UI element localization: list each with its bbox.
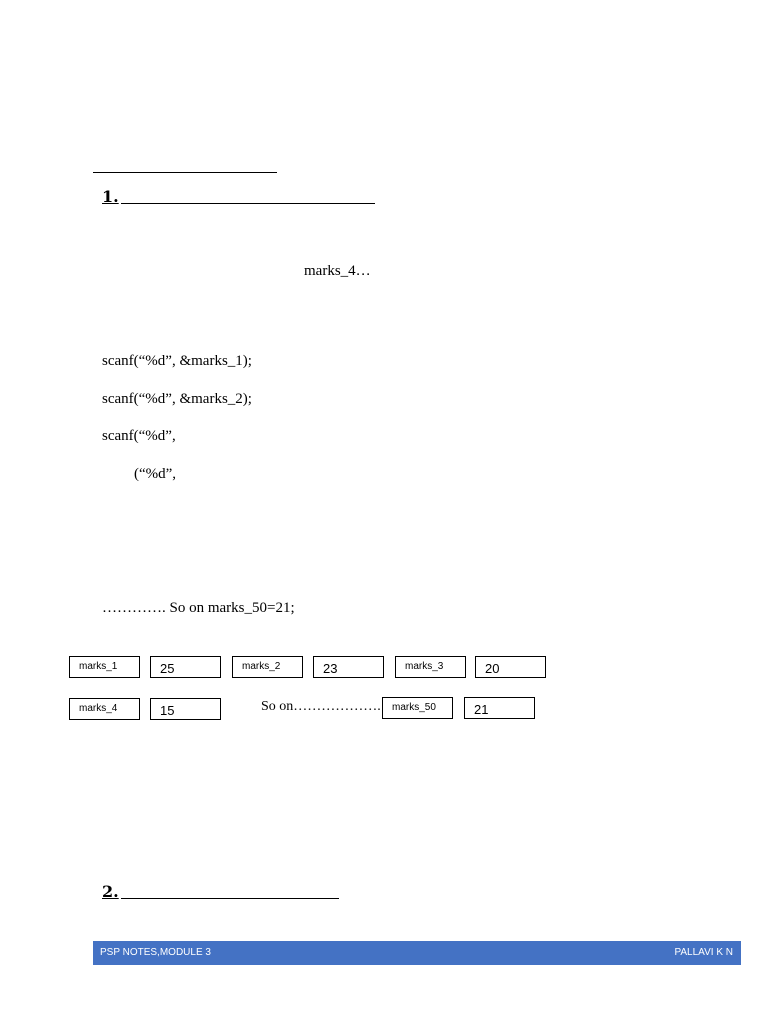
variable-box-marks-3: marks_3 [395, 656, 466, 678]
marks-ellipsis-text: marks_4… [304, 263, 371, 279]
section-1-number: 1. [102, 187, 119, 206]
value-box-marks-2: 23 [313, 656, 384, 678]
variable-box-marks-4: marks_4 [69, 698, 140, 720]
section-2-number: 2. [102, 882, 119, 901]
footer-left-text: PSP NOTES,MODULE 3 [100, 947, 211, 958]
code-line-2: scanf(“%d”, &marks_2); [102, 391, 252, 407]
variable-box-marks-2: marks_2 [232, 656, 303, 678]
section-2-heading-underline [121, 898, 339, 899]
value-box-marks-3: 20 [475, 656, 546, 678]
page-footer [93, 941, 741, 965]
value-box-marks-4: 15 [150, 698, 221, 720]
value-box-marks-50: 21 [464, 697, 535, 719]
section-1-heading-underline [121, 203, 375, 204]
variable-box-marks-50: marks_50 [382, 697, 453, 719]
so-on-text: So on………………. [261, 699, 381, 714]
code-line-1: scanf(“%d”, &marks_1); [102, 353, 252, 369]
so-on-marks-50-line: …………. So on marks_50=21; [102, 600, 295, 616]
title-underline [93, 172, 277, 173]
variable-box-marks-1: marks_1 [69, 656, 140, 678]
code-line-3: scanf(“%d”, [102, 428, 176, 444]
value-box-marks-1: 25 [150, 656, 221, 678]
code-line-4: (“%d”, [134, 466, 177, 482]
footer-right-text: PALLAVI K N [674, 947, 733, 958]
